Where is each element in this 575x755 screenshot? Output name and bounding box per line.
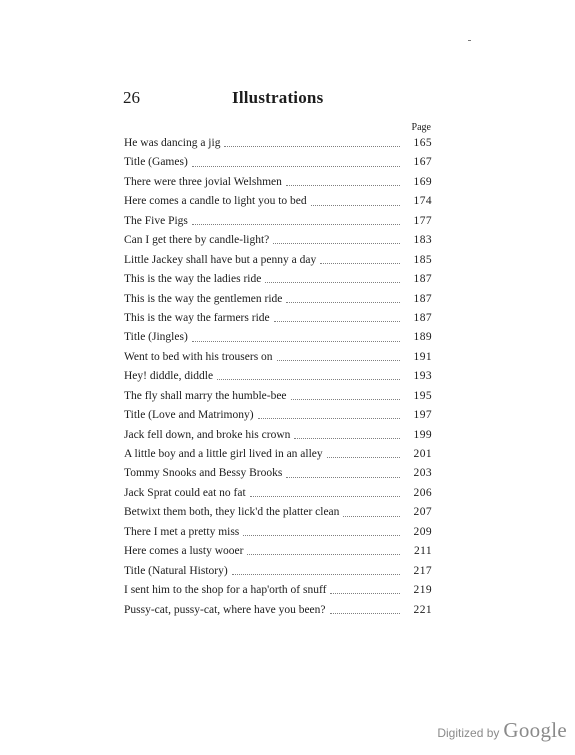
list-item	[124, 542, 432, 561]
dot-leader	[217, 373, 400, 380]
dot-leader	[232, 568, 400, 575]
dot-leader	[286, 471, 400, 478]
list-item	[124, 445, 432, 464]
entry-page-number: 206	[413, 486, 432, 499]
dot-leader	[273, 237, 400, 244]
entry-title: Title (Jingles)	[124, 331, 188, 344]
page-column-header: Page	[411, 122, 431, 133]
list-item	[124, 426, 432, 445]
list-item	[124, 231, 432, 250]
list-item	[124, 581, 432, 600]
page-title: Illustrations	[232, 88, 324, 107]
entry-title: A little boy and a little girl lived in an alley	[124, 448, 323, 460]
list-item	[124, 464, 432, 483]
entry-page-number: 165	[413, 137, 432, 149]
list-item	[124, 348, 432, 367]
entry-title: This is the way the gentlemen ride	[124, 292, 283, 305]
entry-title: Pussy-cat, pussy-cat, where have you been?	[124, 603, 326, 616]
dot-leader	[274, 315, 400, 322]
list-item	[124, 523, 432, 542]
list-item	[124, 387, 432, 406]
watermark-prefix: Digitized by	[437, 726, 500, 740]
entry-title: This is the way the farmers ride	[124, 311, 270, 324]
entry-title: Went to bed with his trousers on	[124, 350, 273, 363]
list-item	[124, 212, 432, 231]
dot-leader	[192, 335, 400, 342]
dot-leader	[286, 179, 400, 186]
scan-speck	[468, 40, 471, 41]
entry-page-number: 217	[413, 564, 432, 577]
list-item	[124, 328, 432, 347]
dot-leader	[192, 160, 400, 167]
entry-page-number: 199	[413, 428, 432, 441]
dot-leader	[320, 257, 400, 264]
list-item	[124, 173, 432, 192]
entry-page-number: 185	[413, 253, 432, 266]
dot-leader	[291, 393, 400, 400]
dot-leader	[343, 510, 400, 517]
dot-leader	[294, 432, 400, 439]
dot-leader	[224, 140, 400, 147]
dot-leader	[265, 276, 400, 283]
entry-title: There were three jovial Welshmen	[124, 175, 282, 188]
entry-page-number: 201	[413, 448, 432, 460]
dot-leader	[286, 296, 400, 303]
list-item	[124, 484, 432, 503]
dot-leader	[330, 607, 400, 614]
entry-title: Tommy Snooks and Bessy Brooks	[124, 467, 283, 480]
entry-title: Jack Sprat could eat no fat	[124, 486, 246, 499]
entry-page-number: 193	[413, 370, 432, 383]
entry-title: Jack fell down, and broke his crown	[124, 428, 291, 441]
dot-leader	[250, 490, 400, 497]
dot-leader	[247, 548, 400, 555]
entry-page-number: 187	[413, 311, 432, 324]
watermark-brand: Google	[503, 718, 567, 742]
entry-title: Hey! diddle, diddle	[124, 370, 214, 383]
list-item	[124, 503, 432, 522]
entry-title: There I met a pretty miss	[124, 525, 240, 538]
entry-title: Betwixt them both, they lick'd the platter clean	[124, 506, 340, 519]
list-item	[124, 406, 432, 425]
entry-page-number: 183	[413, 234, 432, 247]
entry-page-number: 187	[413, 273, 432, 286]
list-item	[124, 562, 432, 581]
entry-page-number: 197	[413, 409, 432, 422]
entry-page-number: 191	[413, 350, 432, 363]
list-item	[124, 251, 432, 270]
entry-title: Can I get there by candle-light?	[124, 234, 270, 247]
dot-leader	[311, 199, 400, 206]
entry-page-number: 221	[413, 603, 432, 616]
digitized-by-google-watermark	[437, 718, 567, 743]
entry-page-number: 203	[413, 467, 432, 480]
entry-title: The fly shall marry the humble-bee	[124, 389, 287, 402]
entry-title: Title (Natural History)	[124, 564, 228, 577]
entry-page-number: 169	[413, 175, 432, 188]
dot-leader	[330, 587, 400, 594]
list-item	[124, 290, 432, 309]
entry-page-number: 207	[413, 506, 432, 519]
list-item	[124, 601, 432, 620]
list-item	[124, 309, 432, 328]
list-item	[124, 367, 432, 386]
entry-title: Little Jackey shall have but a penny a day	[124, 253, 317, 266]
illustration-list	[124, 134, 432, 620]
entry-page-number: 211	[413, 545, 432, 558]
dot-leader	[258, 412, 400, 419]
entry-page-number: 187	[413, 292, 432, 305]
list-item	[124, 192, 432, 211]
entry-title: This is the way the ladies ride	[124, 273, 262, 286]
entry-title: Title (Games)	[124, 156, 188, 169]
list-item	[124, 270, 432, 289]
list-item	[124, 134, 432, 153]
entry-title: Title (Love and Matrimony)	[124, 409, 254, 422]
entry-page-number: 209	[413, 525, 432, 538]
dot-leader	[192, 218, 400, 225]
entry-page-number: 189	[413, 331, 432, 344]
dot-leader	[277, 354, 400, 361]
page-number: 26	[123, 88, 140, 107]
entry-title: The Five Pigs	[124, 214, 188, 227]
list-item	[124, 153, 432, 172]
dot-leader	[243, 529, 400, 536]
entry-title: Here comes a lusty wooer	[124, 545, 244, 558]
entry-title: Here comes a candle to light you to bed	[124, 195, 307, 208]
dot-leader	[327, 451, 400, 458]
entry-title: I sent him to the shop for a hap'orth of snuff	[124, 584, 327, 597]
entry-page-number: 177	[413, 214, 432, 227]
entry-page-number: 167	[413, 156, 432, 169]
entry-page-number: 195	[413, 389, 432, 402]
entry-title: He was dancing a jig	[124, 137, 221, 149]
entry-page-number: 174	[413, 195, 432, 208]
entry-page-number: 219	[413, 584, 432, 597]
